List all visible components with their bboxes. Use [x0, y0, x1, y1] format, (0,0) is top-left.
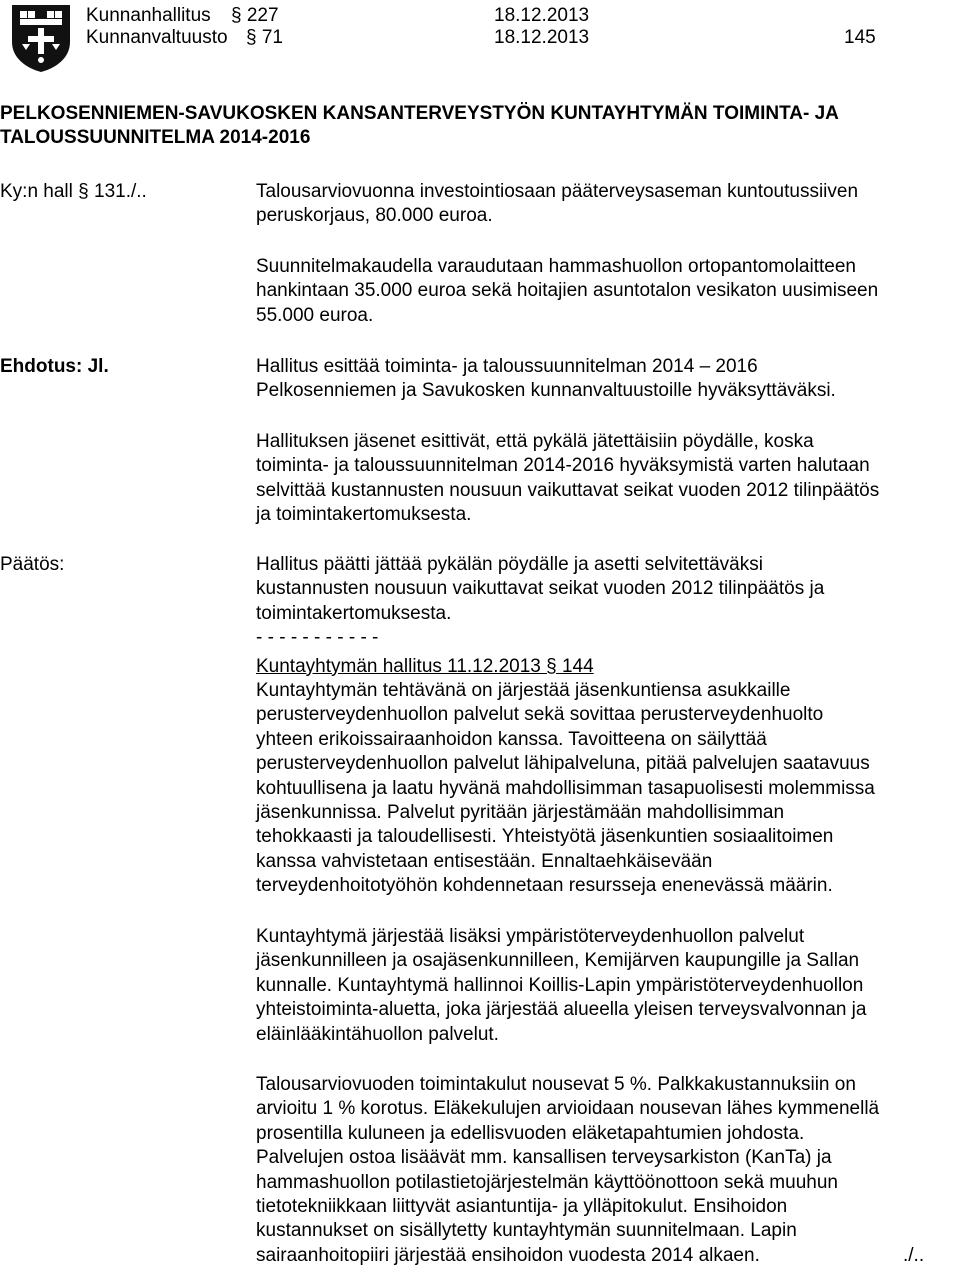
- text-line: selvittää kustannusten nousuun vaikuttavat seikat vuoden 2012 tilinpäätös: [256, 479, 880, 501]
- paragraph-plan-period: [256, 255, 960, 328]
- text-line: kustannukset on sisällytetty kuntayhtymän suunnitelmaan. Lapin: [256, 1220, 797, 1242]
- meeting-body: Kunnanhallitus: [86, 5, 211, 26]
- text-line: tehokkaasti ja taloudellisesti. Yhteistyötä jäsenkuntien sosiaalitoimen: [256, 826, 834, 848]
- text-line: arvioitu 1 % korotus. Eläkekulujen arvioidaan nousevan lähes kymmenellä: [256, 1098, 880, 1120]
- page-number: 145: [844, 27, 876, 48]
- text-line: Pelkosenniemen ja Savukosken kunnanvaltuustoille hyväksyttäväksi.: [256, 380, 836, 402]
- text-line: peruskorjaus, 80.000 euroa.: [256, 205, 493, 227]
- text-line: jäsenkunnilleen ja osajäsenkunnilleen, Kemijärven kaupungille ja Sallan: [256, 950, 860, 972]
- text-line: jäsenkunnissa. Palvelut pyritään järjestämään mahdollisimman: [256, 802, 785, 824]
- text-line: kunnalle. Kuntayhtymä hallinnoi Koillis-Lapin ympäristöterveydenhuollon: [256, 974, 864, 996]
- meeting-date: 18.12.2013: [494, 5, 590, 26]
- text-line: tietotekniikkaan liittyvät asiantuntija- ja ylläpitokulut. Ensihoidon: [256, 1196, 788, 1218]
- document-title: [0, 102, 960, 150]
- proposal-label: Ehdotus: Jl.: [0, 356, 109, 377]
- title-line: PELKOSENNIEMEN-SAVUKOSKEN KANSANTERVEYSTYÖN KUNTAYHTYMÄN TOIMINTA- JA: [0, 103, 839, 124]
- text-line: hankintaan 35.000 euroa sekä hoitajien asuntotalon vesikaton uusimiseen: [256, 280, 879, 302]
- title-line: TALOUSSUUNNITELMA 2014-2016: [0, 127, 311, 148]
- paragraph-members-proposal: [256, 430, 960, 528]
- text-line: kanssa vahvistetaan entisestään. Ennaltaehkäisevään: [256, 850, 713, 872]
- text-line: Talousarviovuonna investointiosaan pääterveysaseman kuntoutussiiven: [256, 181, 859, 202]
- text-line: Palvelujen ostoa lisäävät mm. kansallisen terveysarkiston (KanTa) ja: [256, 1147, 832, 1169]
- text-line: kustannusten nousuun vaikuttavat seikat vuoden 2012 tilinpäätös ja: [256, 578, 825, 600]
- paragraph-decision: [256, 553, 960, 899]
- text-line: toiminta- ja taloussuunnitelman 2014-2016 hyväksymistä varten halutaan: [256, 455, 870, 477]
- text-line: Kuntayhtymän tehtävänä on järjestää jäsenkuntiensa asukkaille: [256, 680, 791, 702]
- decision-label: Päätös:: [0, 554, 65, 575]
- text-line: terveydenhoitotyöhön kohdennetaan resursseja enenevässä määrin.: [256, 875, 833, 897]
- text-line: toimintakertomuksesta.: [256, 602, 452, 624]
- text-line: yhteistoiminta-aluetta, joka järjestää alueella yleisen terveysvalvonnan ja: [256, 999, 867, 1021]
- text-line: prosentilla kuluneen ja edellisvuoden eläketapahtumien johdosta.: [256, 1122, 805, 1144]
- subheading: Kuntayhtymän hallitus 11.12.2013 § 144: [256, 655, 594, 677]
- meeting-body: Kunnanvaltuusto: [86, 27, 228, 48]
- text-line: Kuntayhtymä järjestää lisäksi ympäristöterveydenhuollon palvelut: [256, 926, 805, 947]
- text-line: Talousarviovuoden toimintakulut nousevat 5 %. Palkkakustannuksiin on: [256, 1074, 856, 1095]
- text-line: ja toimintakertomuksesta.: [256, 504, 472, 526]
- section-number: § 71: [246, 27, 283, 48]
- text-line: kohtuullisena ja laatu hyvänä mahdollisimman tasapuolisesti molemmissa: [256, 777, 875, 799]
- text-line: hammashuollon potilastietojärjestelmän käyttöönottoon sekä muuhun: [256, 1171, 838, 1193]
- text-line: perusterveydenhuollon palvelut sekä sovittaa perusterveydenhuolto: [256, 704, 824, 726]
- coat-of-arms-icon: [8, 2, 74, 74]
- text-line: eläinlääkintähuollon palvelut.: [256, 1023, 499, 1045]
- section-number: § 227: [231, 5, 279, 26]
- paragraph-operating-costs: [256, 1073, 960, 1268]
- last-line: [256, 1244, 960, 1268]
- text-line: perusterveydenhuollon palvelut lähipalveluna, pitää palvelujen saatavuus: [256, 753, 870, 775]
- continues-marker: ./..: [903, 1244, 925, 1266]
- text-line: Hallitus esittää toiminta- ja taloussuunnitelman 2014 – 2016: [256, 356, 758, 377]
- separator: - - - - - - - - - - -: [256, 627, 379, 649]
- paragraph-environmental-health: [256, 925, 960, 1047]
- text-line: Suunnitelmakaudella varaudutaan hammashuollon ortopantomolaitteen: [256, 256, 856, 277]
- text-line: yhteen erikoissairaanhoidon kanssa. Tavoitteena on säilyttää: [256, 728, 767, 750]
- text-line: 55.000 euroa.: [256, 304, 374, 326]
- meeting-date: 18.12.2013: [494, 27, 590, 48]
- paragraph-proposal: [256, 355, 960, 404]
- paragraph-investment: [256, 180, 960, 229]
- text-line: Hallituksen jäsenet esittivät, että pykälä jätettäisiin pöydälle, koska: [256, 431, 814, 452]
- reference-label: Ky:n hall § 131./..: [0, 181, 147, 202]
- text-line: sairaanhoitopiiri järjestää ensihoidon vuodesta 2014 alkaen.: [256, 1244, 760, 1266]
- text-line: Hallitus päätti jättää pykälän pöydälle ja asetti selvitettäväksi: [256, 554, 763, 575]
